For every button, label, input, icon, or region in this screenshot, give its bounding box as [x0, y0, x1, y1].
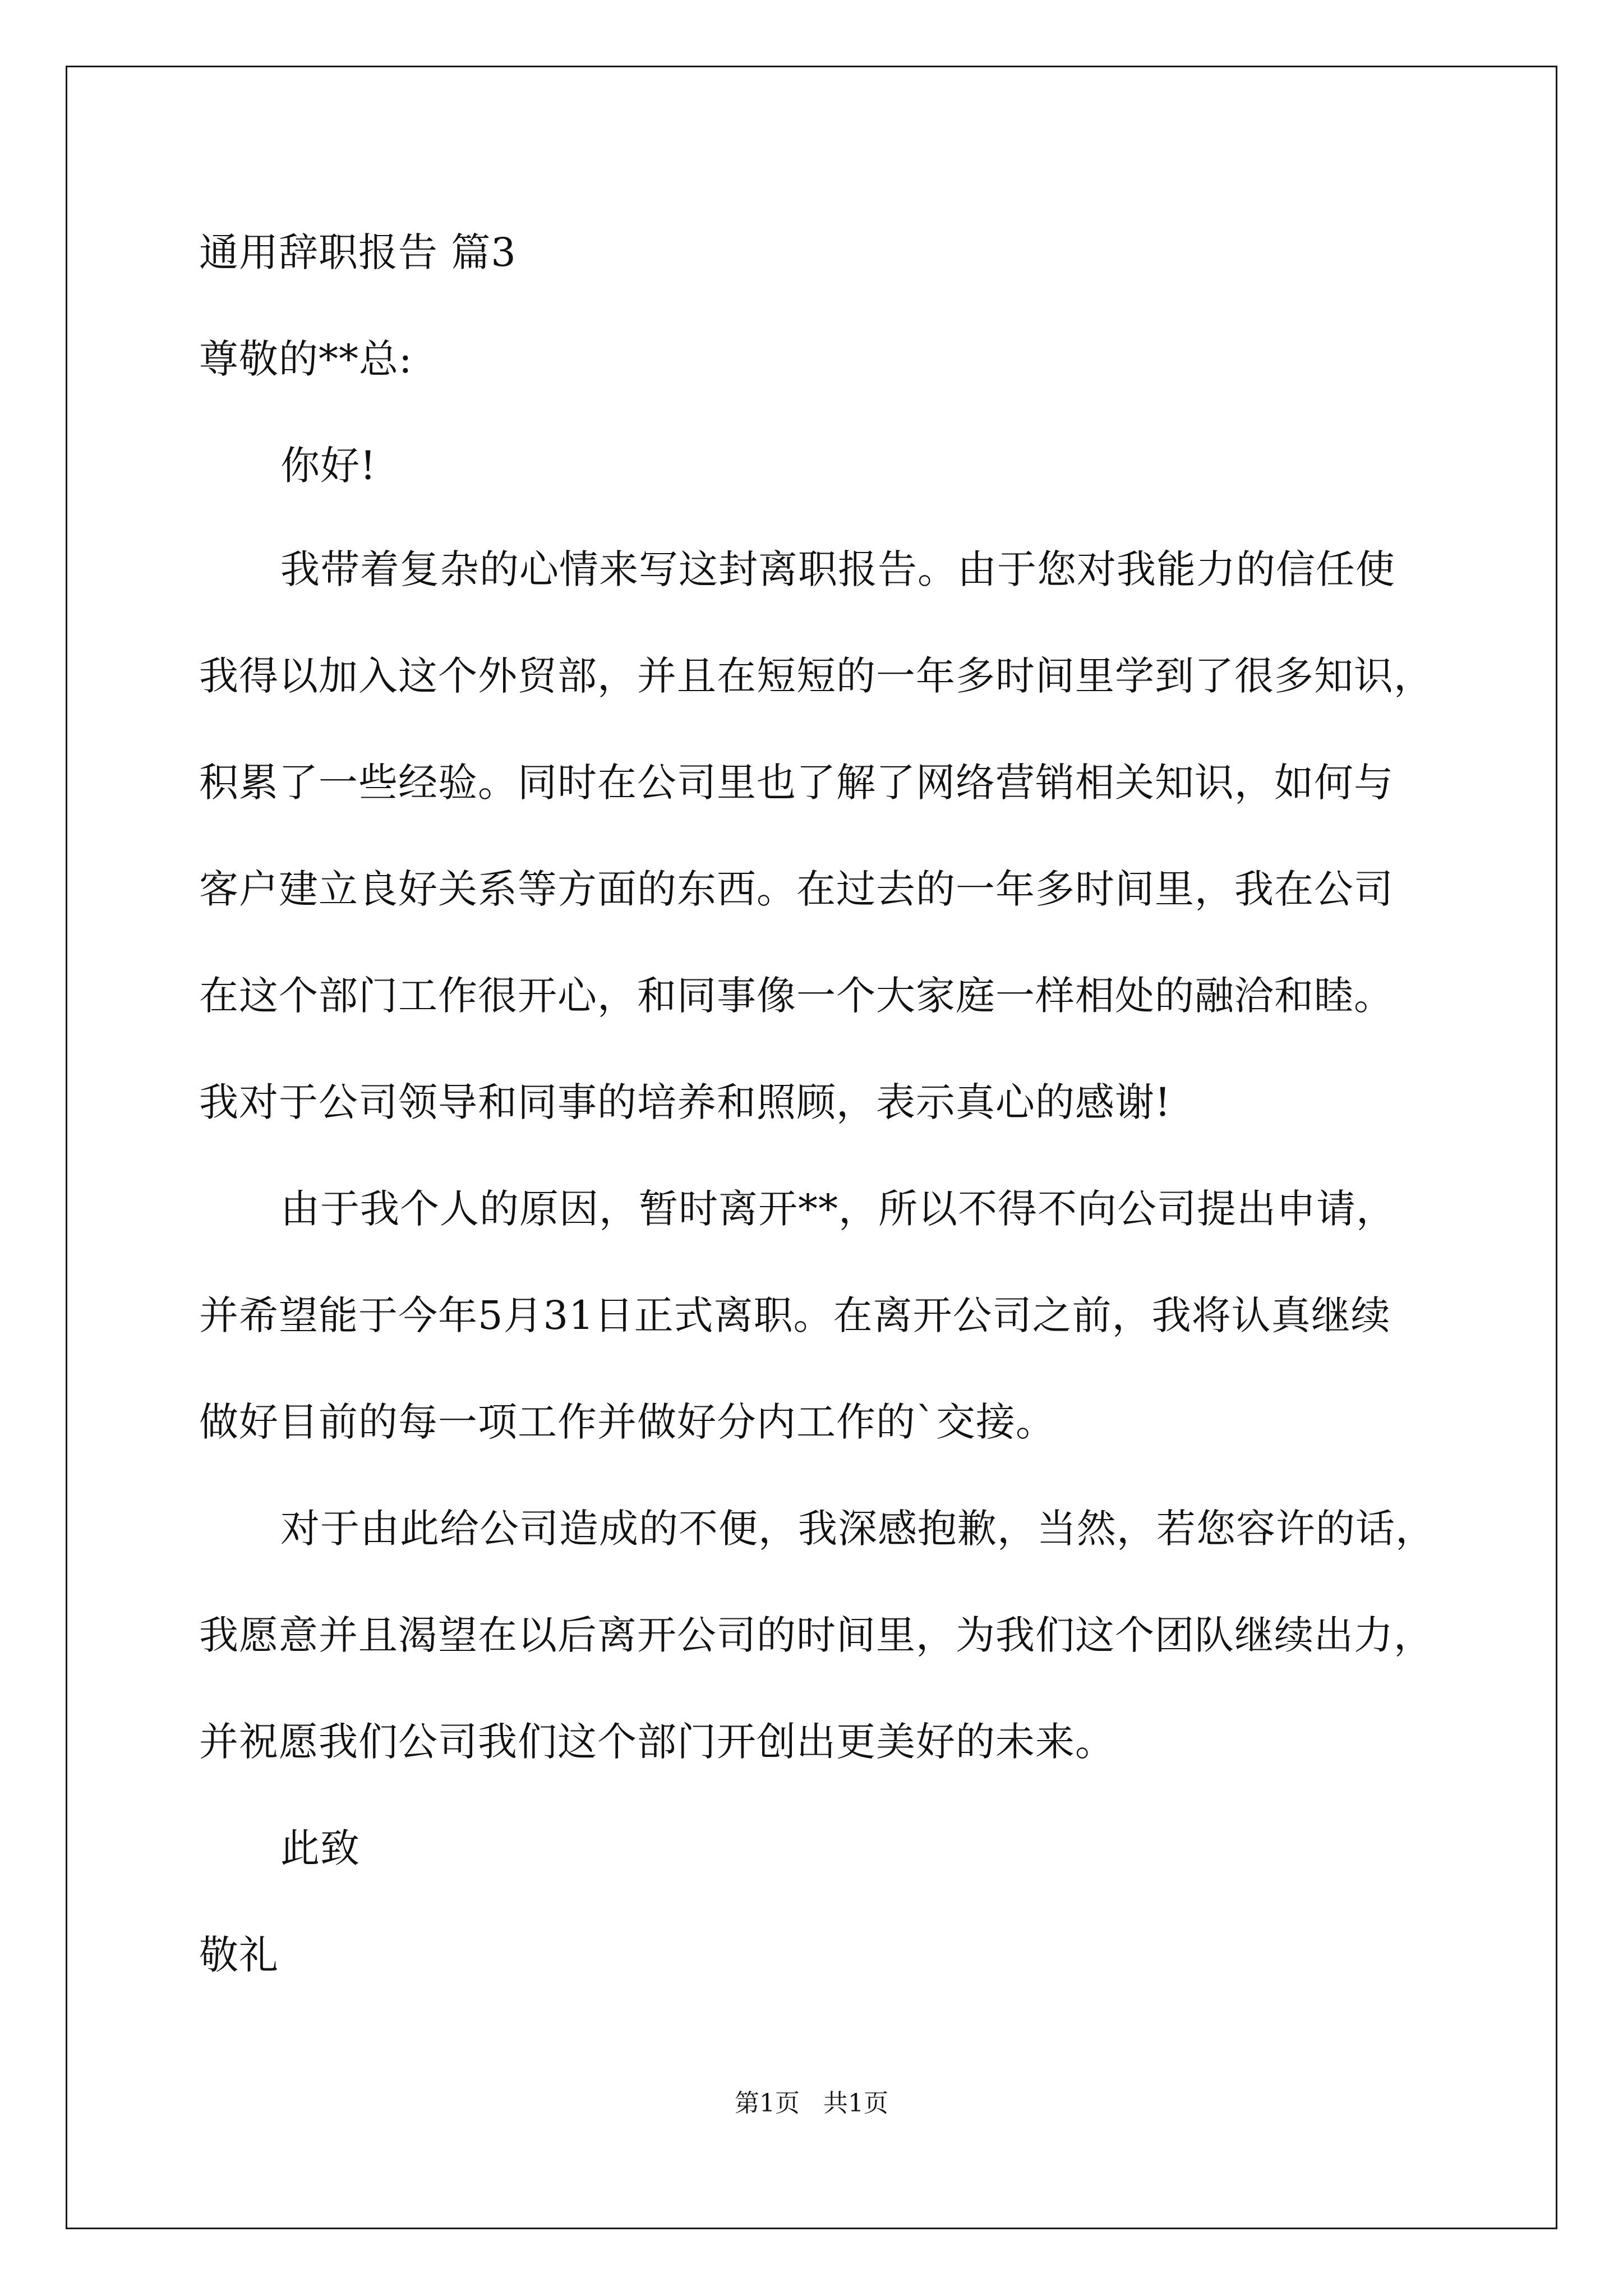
body-line: 我对于公司领导和同事的培养和照顾，表示真心的感谢! [199, 1079, 1172, 1125]
body-line: 客户建立良好关系等方面的东西。在过去的一年多时间里，我在公司 [199, 866, 1394, 912]
body-line: 并祝愿我们公司我们这个部门开创出更美好的未来。 [199, 1719, 1115, 1765]
salutation: 尊敬的**总: [199, 336, 413, 382]
body-line: 我愿意并且渴望在以后离开公司的时间里，为我们这个团队继续出力， [199, 1612, 1433, 1658]
body-line: 在这个部门工作很开心，和同事像一个大家庭一样相处的融洽和睦。 [199, 973, 1394, 1019]
document-title: 通用辞职报告 篇3 [199, 229, 517, 275]
body-line: 并希望能于今年5月31日正式离职。在离开公司之前，我将认真继续 [199, 1292, 1391, 1338]
body-line: 积累了一些经验。同时在公司里也了解了网络营销相关知识，如何与 [199, 760, 1394, 806]
page-number: 第1页 共1页 [735, 2089, 888, 2118]
body-line: 我带着复杂的心情来写这封离职报告。由于您对我能力的信任使 [280, 546, 1395, 592]
closing-phrase: 此致 [280, 1825, 360, 1871]
greeting: 你好! [280, 443, 377, 489]
body-line: 对于由此给公司造成的不便，我深感抱歉，当然，若您容许的话， [280, 1506, 1435, 1552]
body-line: 做好目前的每一项工作并做好分内工作的`交接。 [199, 1399, 1055, 1445]
regards: 敬礼 [199, 1932, 279, 1978]
body-line: 由于我个人的原因，暂时离开**，所以不得不向公司提出申请， [280, 1186, 1396, 1232]
body-line: 我得以加入这个外贸部，并且在短短的一年多时间里学到了很多知识， [199, 653, 1433, 699]
page-border [66, 66, 1557, 2229]
